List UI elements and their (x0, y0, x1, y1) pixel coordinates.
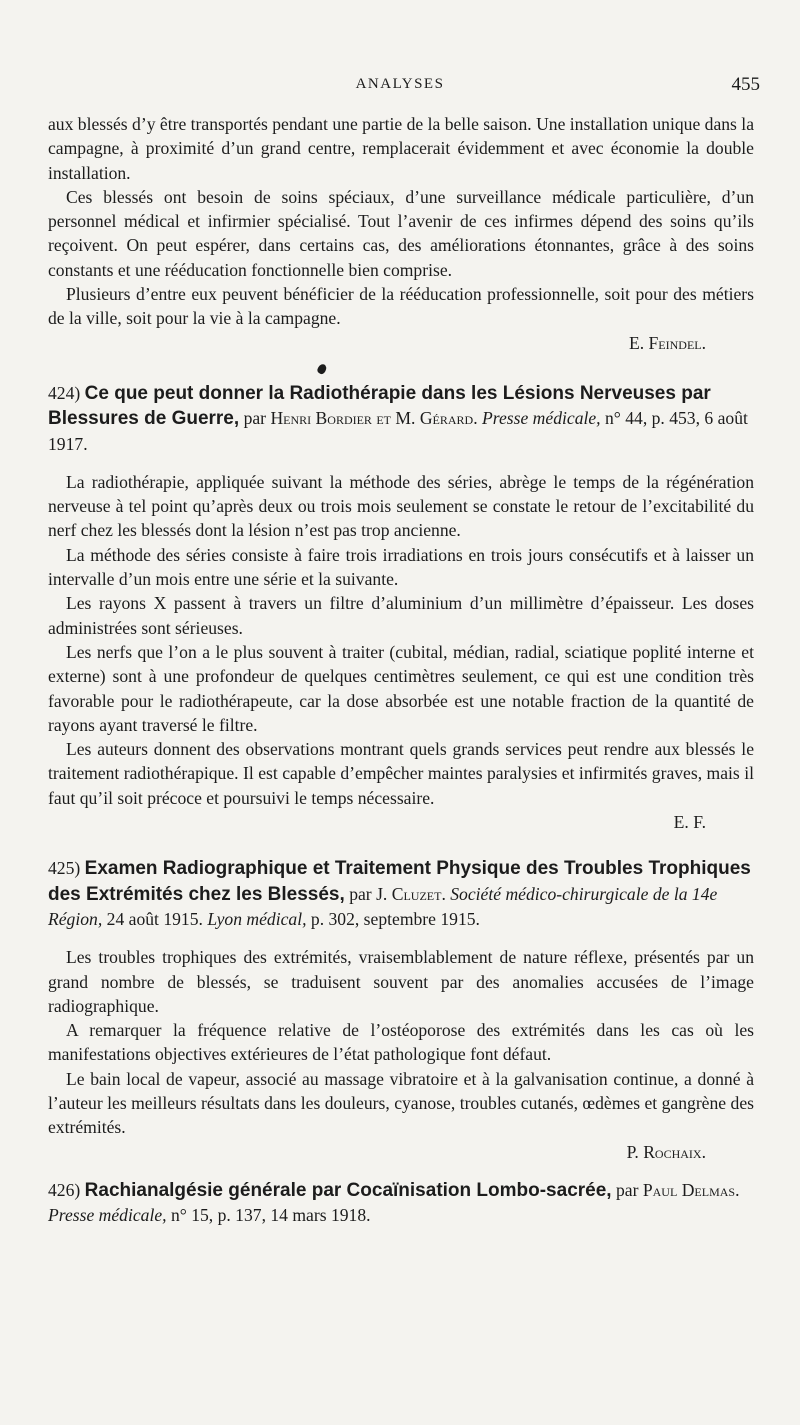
article-title: Examen Radiographique et Traitement Physique des Troubles Trophiques des Extrémités chez les Blessés, (48, 858, 751, 905)
article-title: Ce que peut donner la Radiothérapie dans les Lésions Nerveuses par Blessures de Guerre, (48, 382, 711, 430)
article-number: 426) (48, 1179, 81, 1200)
article-reference-2: p. 302, septembre 1915. (310, 908, 480, 929)
page-body (48, 112, 754, 1227)
paragraph: Les nerfs que l’on a le plus souvent à traiter (cubital, médian, radial, sciatique poplité interne et externe) sont à une profondeur de quelques centimètres seulement, ce qui est une condition très favorable pour le radiothérapeute, car la dose absorbée est une notable fraction de la quantité de rayons ayant traversé le filtre. (48, 641, 754, 735)
article-heading-425 (48, 856, 754, 931)
signature: E. F. (673, 812, 706, 833)
article-journal: Presse médicale, (48, 1205, 167, 1226)
article-journal: Société médico-chirurgicale de la 14e Région, (48, 883, 718, 929)
signature: P. Rochaix. (626, 1141, 706, 1162)
article-heading-424 (48, 381, 754, 456)
article-by: par (615, 1179, 639, 1200)
article-journal: Presse médicale, (482, 408, 601, 429)
article-by: par (349, 883, 372, 904)
page-number: 455 (731, 74, 760, 95)
paragraph: Ces blessés ont besoin de soins spéciaux, d’une surveillance médicale particulière, d’un personnel médical et infirmier spécialisé. Tout l’avenir de ces infirmes dépend des soins qu’ils reçoivent. On peut espérer, dans certains cas, des améliorations étonnantes, grâce à des soins constants et une rééducation fonctionnelle bien comprise. (48, 186, 754, 280)
paragraph: Le bain local de vapeur, associé au massage vibratoire et à la galvanisation continue, a donné à l’auteur les meilleurs résultats dans les douleurs, cyanose, troubles cutanés, œdèmes et gangrène des extrémités. (48, 1068, 754, 1138)
article-by: par (243, 408, 267, 429)
signature: E. Feindel. (628, 332, 706, 353)
article-authors: Paul Delmas. (642, 1179, 740, 1200)
paragraph: A remarquer la fréquence relative de l’ostéoporose des extrémités dans les cas où les manifestations objectives extérieures de l’état pathologique font défaut. (48, 1020, 754, 1065)
article-reference: 24 août 1915. (106, 908, 203, 929)
article-number: 425) (48, 858, 81, 879)
paragraph: aux blessés d’y être transportés pendant une partie de la belle saison. Une installation unique dans la campagne, à proximité d’un grand centre, remplacerait évidemment et avec économie la double installation. (48, 114, 754, 183)
article-reference: n° 44, p. 453, 6 août 1917. (48, 408, 748, 454)
running-head: ANALYSES (355, 76, 445, 92)
paragraph: La méthode des séries consiste à faire trois irradiations en trois jours consécutifs et à laisser un intervalle d’un mois entre une série et la suivante. (48, 544, 754, 590)
article-reference: n° 15, p. 137, 14 mars 1918. (170, 1205, 371, 1226)
paragraph: La radiothérapie, appliquée suivant la méthode des séries, abrège le temps de la régénération nerveuse à tel point qu’après deux ou trois mois seulement se constate le retour de l’excitabilité du nerf chez les blessés dont la lésion n’est pas trop ancienne. (48, 471, 754, 541)
paragraph: Les troubles trophiques des extrémités, vraisemblablement de nature réflexe, présentés par un grand nombre de blessés, se traduisent souvent par des anomalies accusées de l’image radiographique. (48, 947, 754, 1016)
article-authors: Henri Bordier et M. Gérard. (270, 408, 478, 429)
article-heading-426 (48, 1178, 754, 1228)
paragraph: Plusieurs d’entre eux peuvent bénéficier de la rééducation professionnelle, soit pour des métiers de la ville, soit pour la vie à la campagne. (48, 284, 754, 329)
article-number: 424) (48, 382, 81, 403)
article-authors: J. Cluzet. (376, 883, 446, 904)
paragraph: Les auteurs donnent des observations montrant quels grands services peut rendre aux blessés le traitement radiothérapique. Il est capable d’empêcher maintes paralysies et infirmités graves, mais il faut qu’il soit précoce et poursuivi le temps nécessaire. (48, 739, 754, 808)
paragraph: Les rayons X passent à travers un filtre d’aluminium d’un millimètre d’épaisseur. Les doses administrées sont sérieuses. (48, 593, 754, 638)
article-journal-2: Lyon médical, (207, 908, 307, 929)
article-title: Rachianalgésie générale par Cocaïnisation Lombo-sacrée, (84, 1179, 612, 1201)
page-header (0, 76, 800, 100)
